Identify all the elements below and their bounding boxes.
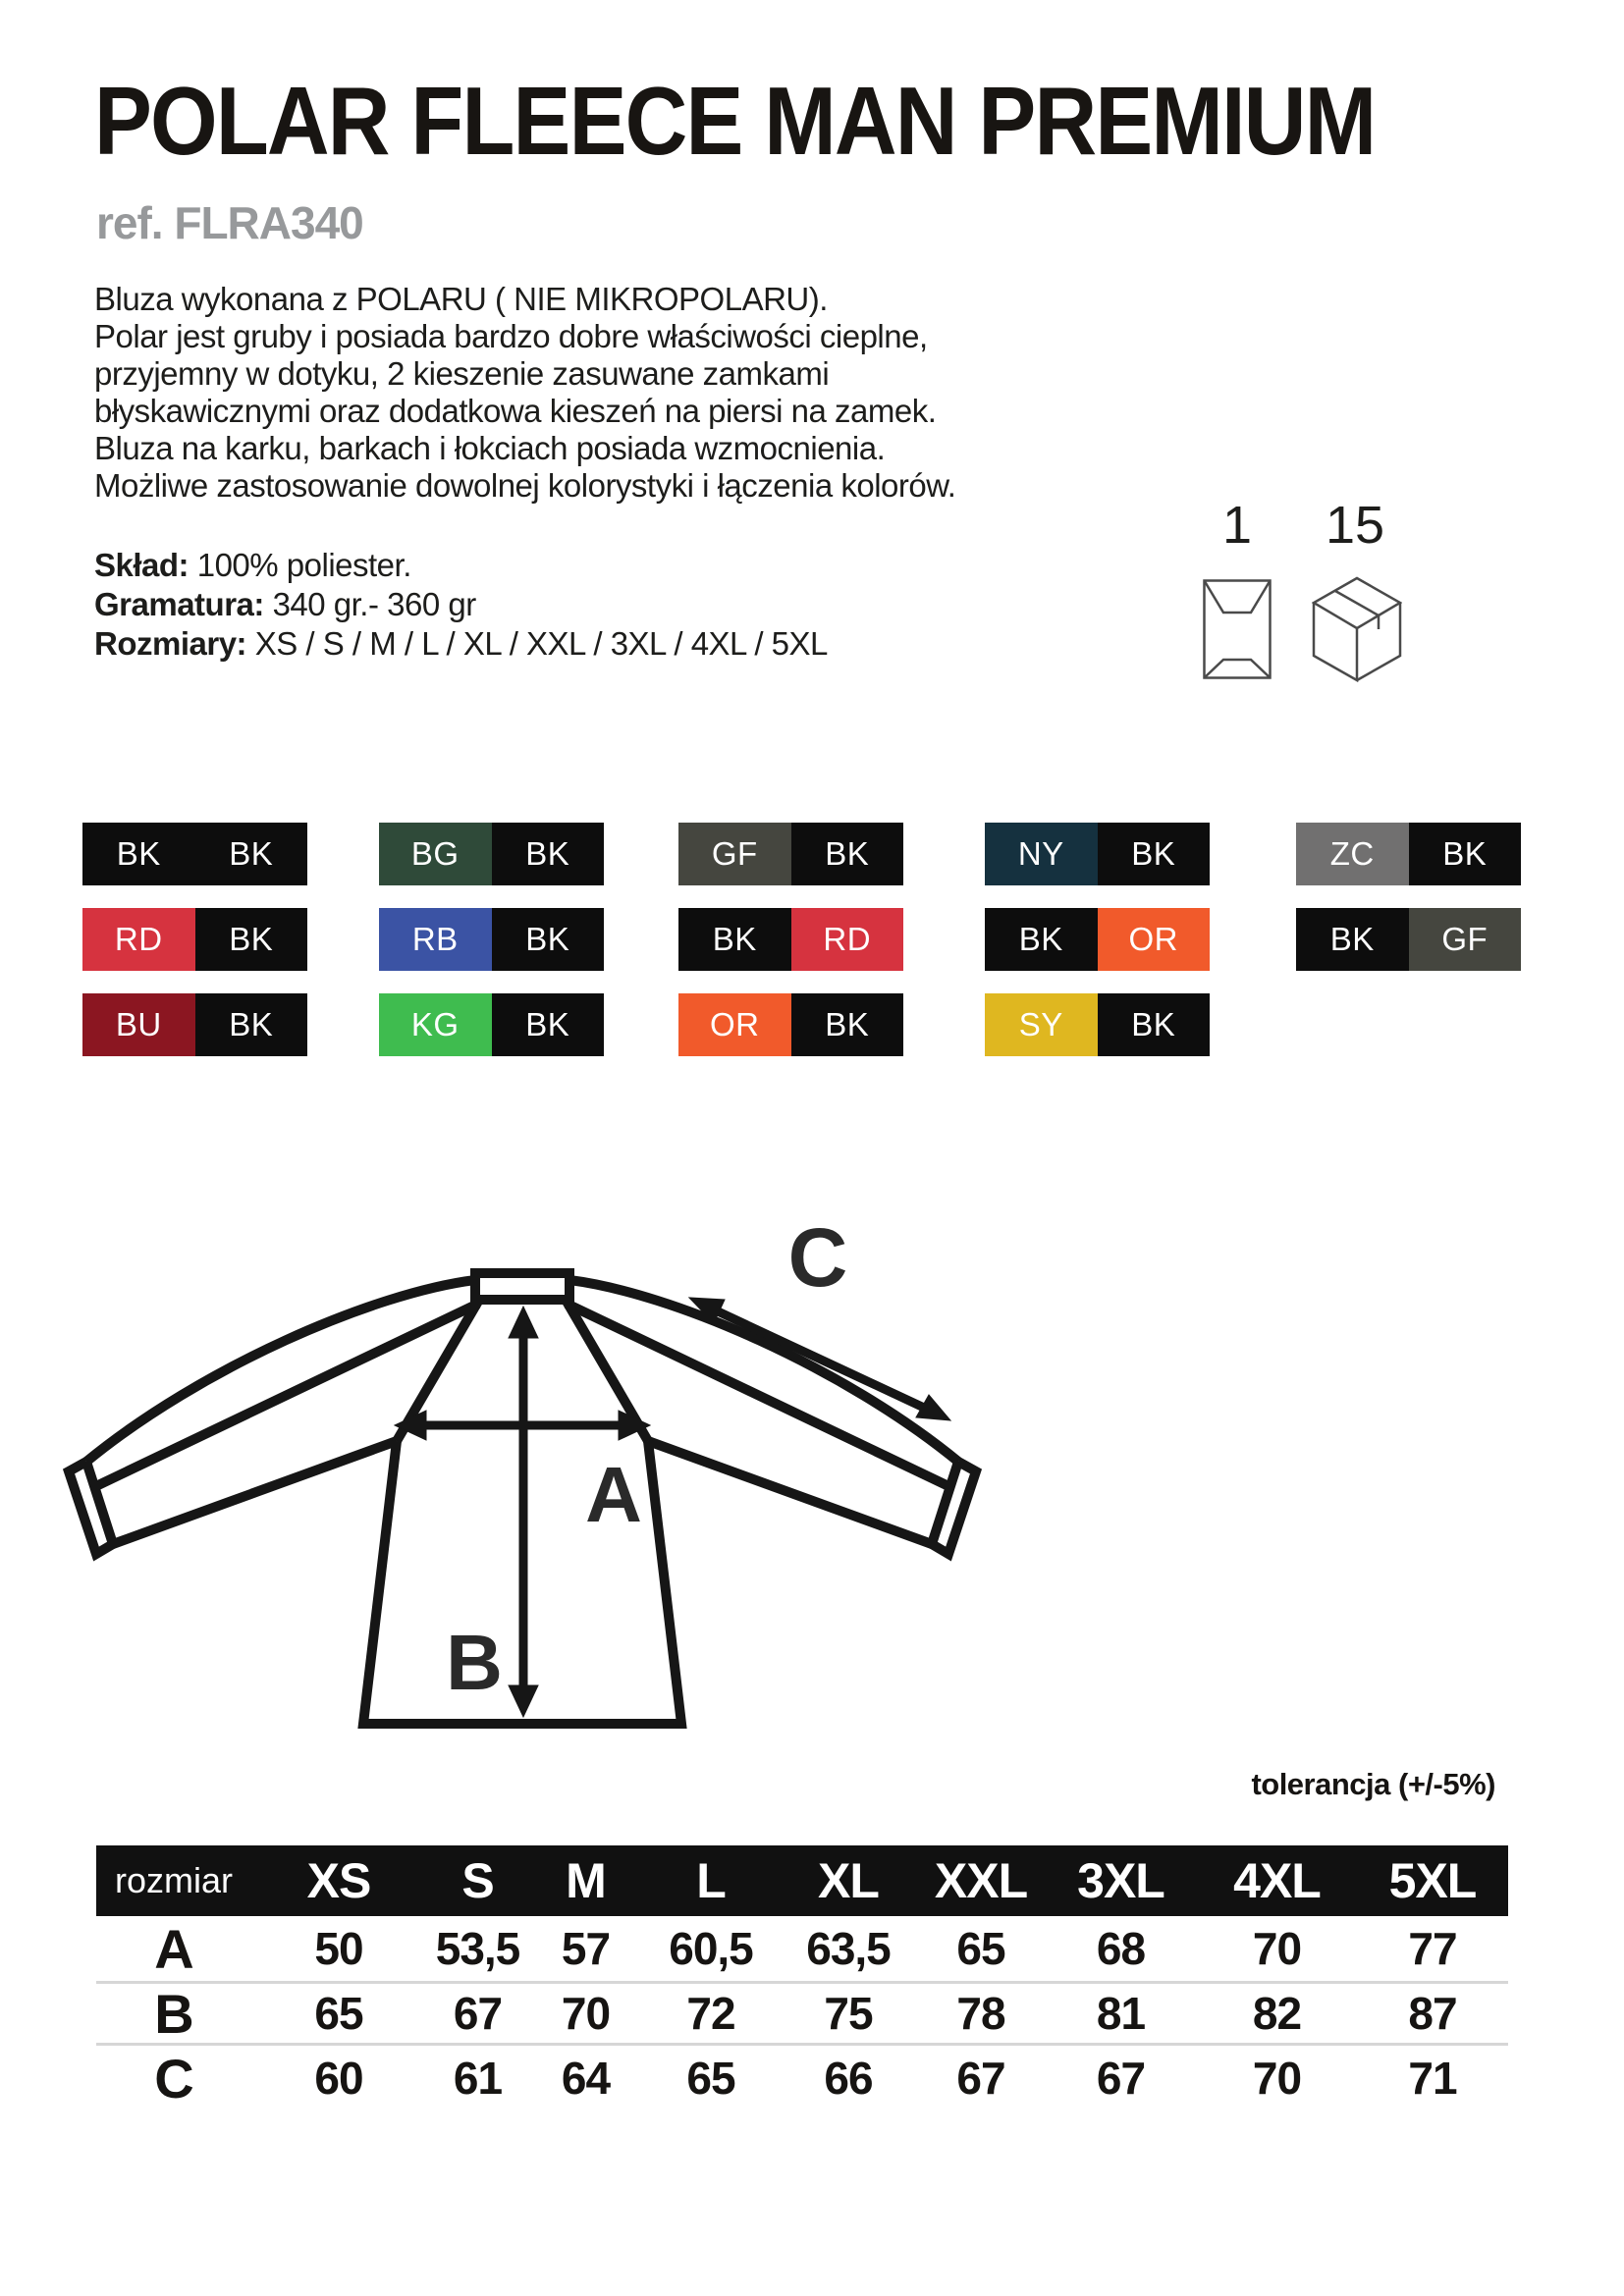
table-row-b [96,1984,1508,2043]
color-swatch-cell: OR [1098,908,1211,971]
size-value: 63,5 [806,1923,891,1974]
color-swatch-cell: KG [379,993,492,1056]
product-specs [94,546,828,664]
color-swatch-cell: BU [82,993,195,1056]
color-combo-column [379,823,604,1056]
color-swatch-cell: BK [492,908,605,971]
color-combo-column [82,823,307,1056]
row-label: C [154,2047,193,2109]
size-value: 66 [824,2053,873,2104]
size-table-corner-label: rozmiar [114,1860,233,1900]
measure-label-a: A [585,1451,642,1538]
spec-value: 340 gr.- 360 gr [272,586,476,622]
color-combo [985,823,1210,885]
size-column-header: XXL [934,1853,1028,1908]
color-swatch-cell: BK [678,908,791,971]
color-combo-column [678,823,903,1056]
product-reference: ref. FLRA340 [96,197,363,248]
size-table [96,1845,1508,2110]
color-combo [985,993,1210,1056]
size-value: 50 [314,1923,363,1974]
description-line: przyjemny w dotyku, 2 kieszenie zasuwane zamkami [94,355,830,392]
spec-line-rozmiary [94,624,828,664]
spec-label: Gramatura: [94,586,264,622]
size-column-header: XS [306,1853,371,1908]
size-value: 67 [1096,2053,1146,2104]
size-value: 60 [314,2053,363,2104]
measure-label-b: B [446,1619,503,1706]
size-column-header: 4XL [1233,1853,1321,1908]
color-combo [82,908,307,971]
size-value: 67 [956,2053,1005,2104]
size-value: 53,5 [435,1923,520,1974]
description-line: Bluza na karku, barkach i łokciach posiada wzmocnienia. [94,430,886,466]
description-line: Polar jest gruby i posiada bardzo dobre właściwości cieplne, [94,318,928,354]
color-swatch-cell: ZC [1296,823,1409,885]
color-swatch-cell: BK [1098,823,1211,885]
size-column-header: M [566,1853,606,1908]
size-value: 81 [1096,1988,1146,2039]
size-value: 64 [561,2053,611,2104]
size-column-header: 5XL [1388,1853,1477,1908]
size-value: 60,5 [669,1923,753,1974]
size-value: 57 [561,1923,611,1974]
color-combo [82,993,307,1056]
color-swatch-cell: BK [985,908,1098,971]
color-swatch-cell: BK [1098,993,1211,1056]
size-value: 82 [1252,1988,1302,2039]
size-value: 78 [956,1988,1005,2039]
size-value: 75 [824,1988,873,2039]
polybag-icon [1203,579,1272,679]
color-combo [82,823,307,885]
color-swatch-cell: OR [678,993,791,1056]
tolerance-note: tolerancja (+/-5%) [1251,1767,1495,1801]
color-swatch-cell: BG [379,823,492,885]
row-label: B [154,1982,193,2045]
color-swatch-cell: SY [985,993,1098,1056]
color-combo [1296,908,1521,971]
description-line: Bluza wykonana z POLARU ( NIE MIKROPOLARU). [94,281,828,317]
size-value: 70 [1252,2053,1302,2104]
description-line: błyskawicznymi oraz dodatkowa kieszeń na piersi na zamek. [94,393,937,429]
color-combo [379,823,604,885]
table-row-a [96,1916,1508,1981]
carton-pack-count: 15 [1325,496,1385,555]
spec-label: Skład: [94,547,189,583]
spec-value: 100% poliester. [196,547,411,583]
color-combo [678,823,903,885]
size-value: 65 [314,1988,363,2039]
color-swatch-cell: BK [1409,823,1522,885]
size-value: 65 [956,1923,1005,1974]
size-value: 77 [1408,1923,1457,1974]
unit-pack-count: 1 [1221,496,1253,555]
size-column-header: S [461,1853,494,1908]
size-column-header: XL [818,1853,879,1908]
size-value: 87 [1408,1988,1457,2039]
size-value: 70 [561,1988,611,2039]
color-combo-column [1296,823,1521,971]
size-table-header [96,1845,1508,1916]
size-value: 67 [453,1988,503,2039]
color-swatch-cell: BK [82,823,195,885]
page-title: POLAR FLEECE MAN PREMIUM [94,67,1376,175]
size-value: 68 [1096,1923,1146,1974]
size-column-header: 3XL [1077,1853,1164,1908]
color-swatch-cell: NY [985,823,1098,885]
spec-line-sklad [94,546,828,585]
jacket-measurement-diagram [39,1202,982,1752]
color-swatch-cell: BK [195,908,308,971]
color-swatch-cell: BK [1296,908,1409,971]
color-swatch-cell: BK [195,993,308,1056]
color-swatch-cell: BK [791,993,904,1056]
color-combo [379,908,604,971]
color-swatch-cell: RD [82,908,195,971]
color-swatch-cell: RD [791,908,904,971]
size-value: 61 [453,2053,503,2104]
description-line: Możliwe zastosowanie dowolnej kolorystyki i łączenia kolorów. [94,467,956,504]
color-combo [678,993,903,1056]
color-swatch-cell: BK [492,823,605,885]
color-swatch-cell: BK [492,993,605,1056]
spec-label: Rozmiary: [94,625,247,662]
size-column-header: L [696,1853,726,1908]
size-value: 65 [686,2053,735,2104]
color-swatch-cell: BK [195,823,308,885]
size-value: 72 [686,1988,735,2039]
size-value: 70 [1252,1923,1302,1974]
color-combo [985,908,1210,971]
table-row-c [96,2046,1508,2110]
product-description [94,281,955,505]
row-label: A [154,1917,193,1980]
color-combo-column [985,823,1210,1056]
size-value: 71 [1408,2053,1457,2104]
carton-box-icon [1312,576,1402,682]
spec-value: XS / S / M / L / XL / XXL / 3XL / 4XL / 5XL [254,625,828,662]
color-swatch-cell: BK [791,823,904,885]
color-combo [1296,823,1521,885]
color-swatch-cell: GF [678,823,791,885]
color-swatch-cell: GF [1409,908,1522,971]
measure-label-c: C [787,1211,848,1304]
color-swatch-cell: RB [379,908,492,971]
spec-line-gramatura [94,585,828,624]
color-combo [678,908,903,971]
color-combo [379,993,604,1056]
